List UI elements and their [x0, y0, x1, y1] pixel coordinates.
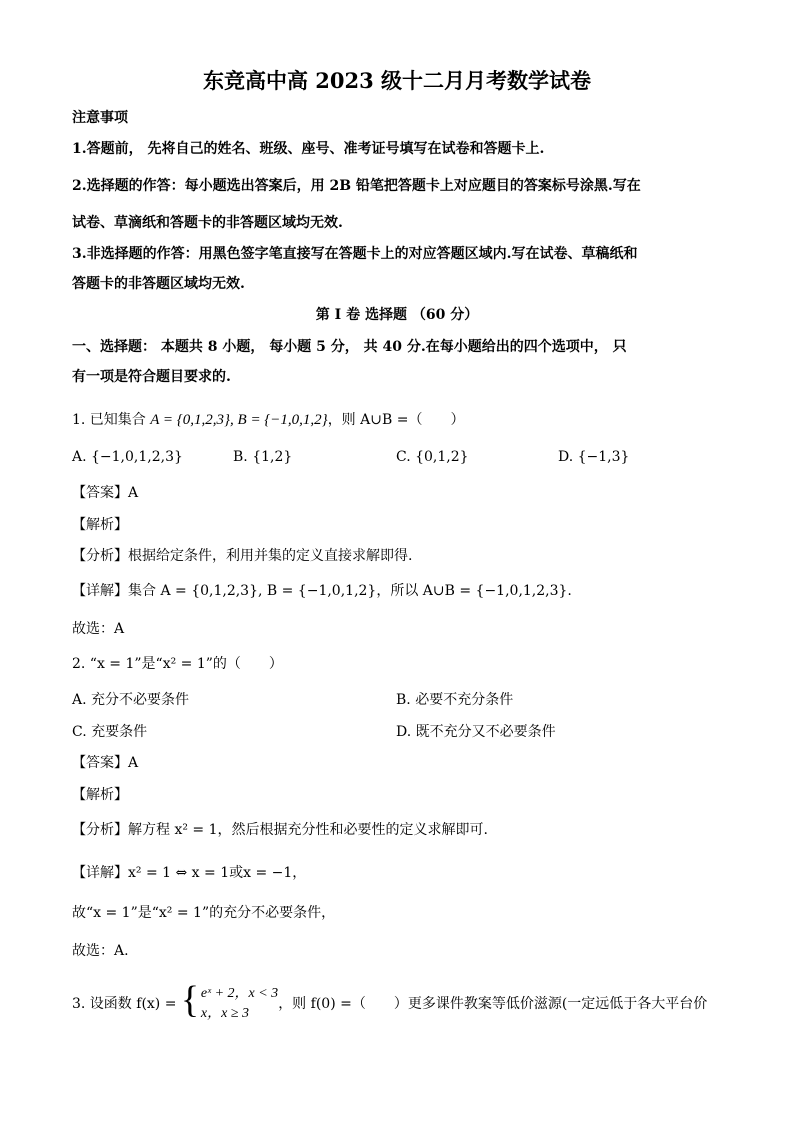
question-2-stem: 2. “x = 1”是“x² = 1”的（ ）: [72, 656, 283, 672]
notice-heading: 注意事项: [72, 110, 128, 126]
section-instruction-line2: 有一项是符合题目要求的.: [72, 369, 231, 385]
question-1-option-b: B. {1,2}: [233, 449, 293, 465]
piecewise-function: [180, 979, 279, 1024]
question-2-conclusion: 故“x = 1”是“x² = 1”的充分不必要条件，: [72, 905, 336, 921]
question-1-option-c: C. {0,1,2}: [396, 449, 469, 465]
question-2-detail: 【详解】x² = 1 ⇔ x = 1或x = −1，: [72, 865, 307, 881]
piecewise-case-2: x，x ≥ 3: [200, 1006, 250, 1021]
question-2-option-b: B. 必要不充分条件: [396, 692, 514, 708]
notice-item-2-line1: 2.选择题的作答：每小题选出答案后，用 2B 铅笔把答题卡上对应题目的答案标号涂黑.写在: [72, 178, 641, 194]
question-2-analysis-label: 【解析】: [72, 787, 128, 803]
question-2-fenxi: 【分析】解方程 x² = 1，然后根据充分性和必要性的定义求解即可.: [72, 822, 488, 838]
notice-item-1: 1.答题前， 先将自己的姓名、班级、座号、准考证号填写在试卷和答题卡上.: [72, 141, 545, 157]
question-2-answer: 【答案】A: [72, 755, 139, 771]
section-instruction-line1: 一、选择题： 本题共 8 小题， 每小题 5 分， 共 40 分.在每小题给出的四个选项中， 只: [72, 339, 627, 355]
question-2-choose: 故选：A.: [72, 943, 129, 959]
notice-item-2-line2: 试卷、草滴纸和答题卡的非答题区域均无效.: [72, 215, 343, 231]
question-1-option-a: A. {−1,0,1,2,3}: [72, 449, 183, 465]
question-3-stem-prefix: 3. 设函数 f(x) =: [72, 996, 177, 1012]
question-1-analysis-label: 【解析】: [72, 517, 128, 533]
question-1-stem-sets: A = {0,1,2,3}, B = {−1,0,1,2}: [150, 412, 328, 428]
question-1-choose: 故选：A: [72, 621, 125, 637]
question-1-stem-suffix: ，则 A∪B =（ ）: [327, 412, 465, 428]
question-3-stem-suffix: ，则 f(0) =（ ）更多课件教案等低价滋源(一定远低于各大平台价: [278, 996, 708, 1012]
question-2-option-d: D. 既不充分又不必要条件: [396, 724, 556, 740]
piecewise-case-1: eˣ + 2，x < 3: [200, 986, 279, 1001]
question-1-answer: 【答案】A: [72, 485, 139, 501]
question-1-fenxi: 【分析】根据给定条件，利用并集的定义直接求解即得.: [72, 548, 413, 564]
question-1-detail: 【详解】集合 A = {0,1,2,3}, B = {−1,0,1,2}，所以 A∪B = {−1,0,1,2,3}.: [72, 583, 572, 599]
piecewise-brace: {: [180, 979, 200, 1021]
question-3-stem: [72, 979, 708, 1024]
question-1-stem: [72, 410, 464, 430]
question-1-option-d: D. {−1,3}: [558, 449, 630, 465]
question-2-option-a: A. 充分不必要条件: [72, 692, 190, 708]
exam-title: 东竞高中高 2023 级十二月月考数学试卷: [202, 68, 592, 93]
section-title: 第 I 卷 选择题 （60 分）: [315, 307, 479, 323]
notice-item-3-line1: 3.非选择题的作答：用黑色签字笔直接写在答题卡上的对应答题区域内.写在试卷、草稿纸和: [72, 246, 638, 262]
question-2-option-c: C. 充要条件: [72, 724, 148, 740]
question-1-stem-prefix: 1. 已知集合: [72, 412, 146, 428]
notice-item-3-line2: 答题卡的非答题区域均无效.: [72, 276, 245, 292]
